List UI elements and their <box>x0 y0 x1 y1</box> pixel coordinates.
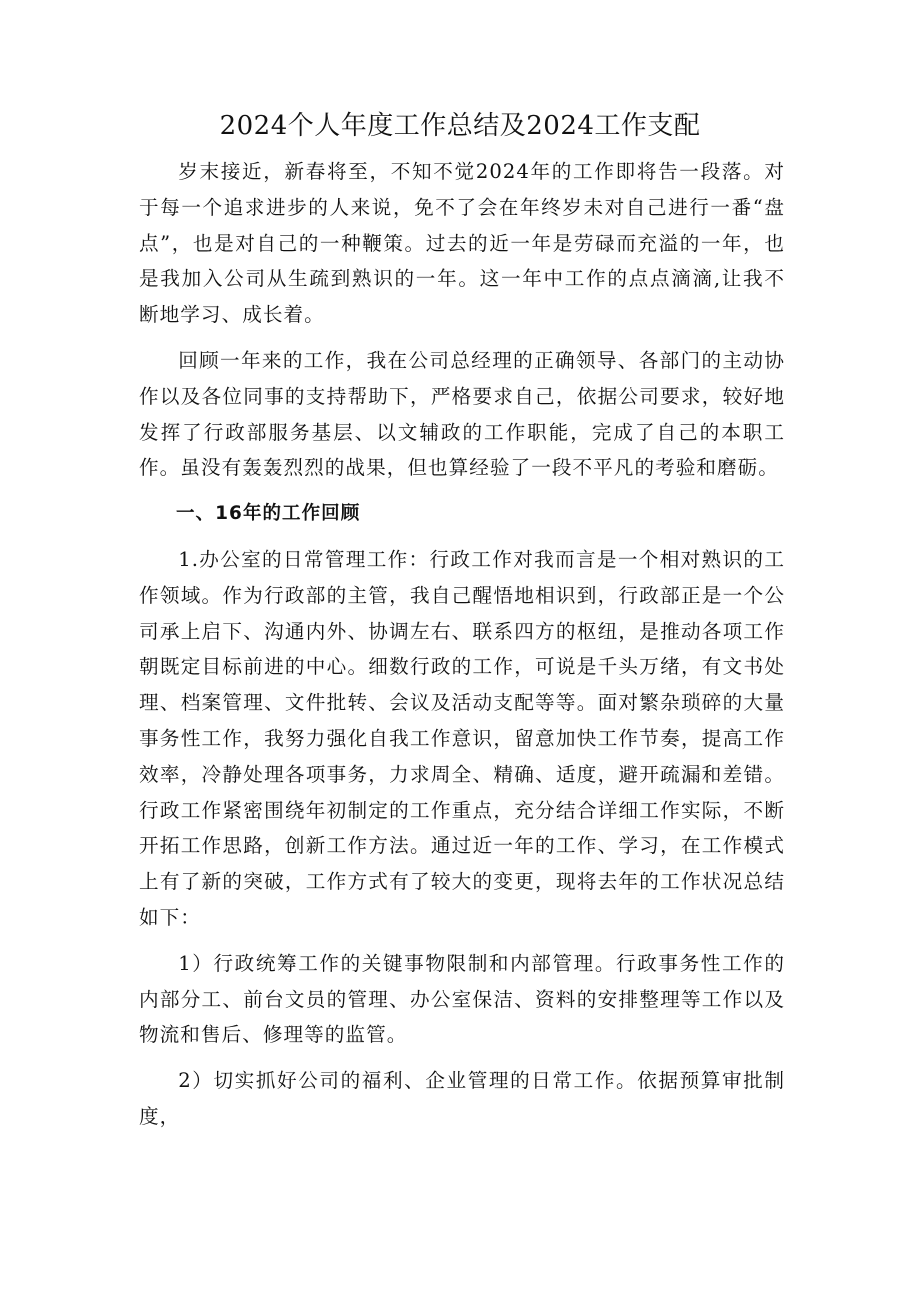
paragraph-office-management: 1.办公室的日常管理工作：行政工作对我而言是一个相对熟识的工作领域。作为行政部的主管，我自己醒悟地相识到，行政部正是一个公司承上启下、沟通内外、协调左右、联系四方的枢纽，是推动各项工作朝既定目标前进的中心。细数行政的工作，可说是千头万绪，有文书处理、档案管理、文件批转、会议及活动支配等等。面对繁杂琐碎的大量事务性工作，我努力强化自我工作意识，留意加快工作节奏，提高工作效率，冷静处理各项事务，力求周全、精确、适度，避开疏漏和差错。行政工作紧密围绕年初制定的工作重点，充分结合详细工作实际，不断开拓工作思路，创新工作方法。通过近一年的工作、学习，在工作模式上有了新的突破，工作方式有了较大的变更，现将去年的工作状况总结如下： <box>139 547 785 929</box>
paragraph-item-1: 1）行政统筹工作的关键事物限制和内部管理。行政事务性工作的内部分工、前台文员的管理、办公室保洁、资料的安排整理等工作以及物流和售后、修理等的监管。 <box>139 951 785 1047</box>
paragraph-intro: 岁末接近，新春将至，不知不觉2024年的工作即将告一段落。对于每一个追求进步的人来说，免不了会在年终岁未对自己进行一番“盘点”，也是对自己的一种鞭策。过去的近一年是劳碌而充溢的一年，也是我加入公司从生疏到熟识的一年。这一年中工作的点点滴滴,让我不断地学习、成长着。 <box>139 160 785 327</box>
paragraph-item-2: 2）切实抓好公司的福利、企业管理的日常工作。依据预算审批制度， <box>139 1069 785 1128</box>
paragraph-review: 回顾一年来的工作，我在公司总经理的正确领导、各部门的主动协作以及各位同事的支持帮助下，严格要求自己，依据公司要求，较好地发挥了行政部服务基层、以文辅政的工作职能，完成了自己的本职工作。虽没有轰轰烈烈的战果，但也算经验了一段不平凡的考验和磨砺。 <box>139 348 785 480</box>
section-heading: 一、16年的工作回顾 <box>176 503 361 525</box>
document-body <box>139 154 785 1135</box>
document-title: 2024个人年度工作总结及2024工作支配 <box>219 111 701 141</box>
